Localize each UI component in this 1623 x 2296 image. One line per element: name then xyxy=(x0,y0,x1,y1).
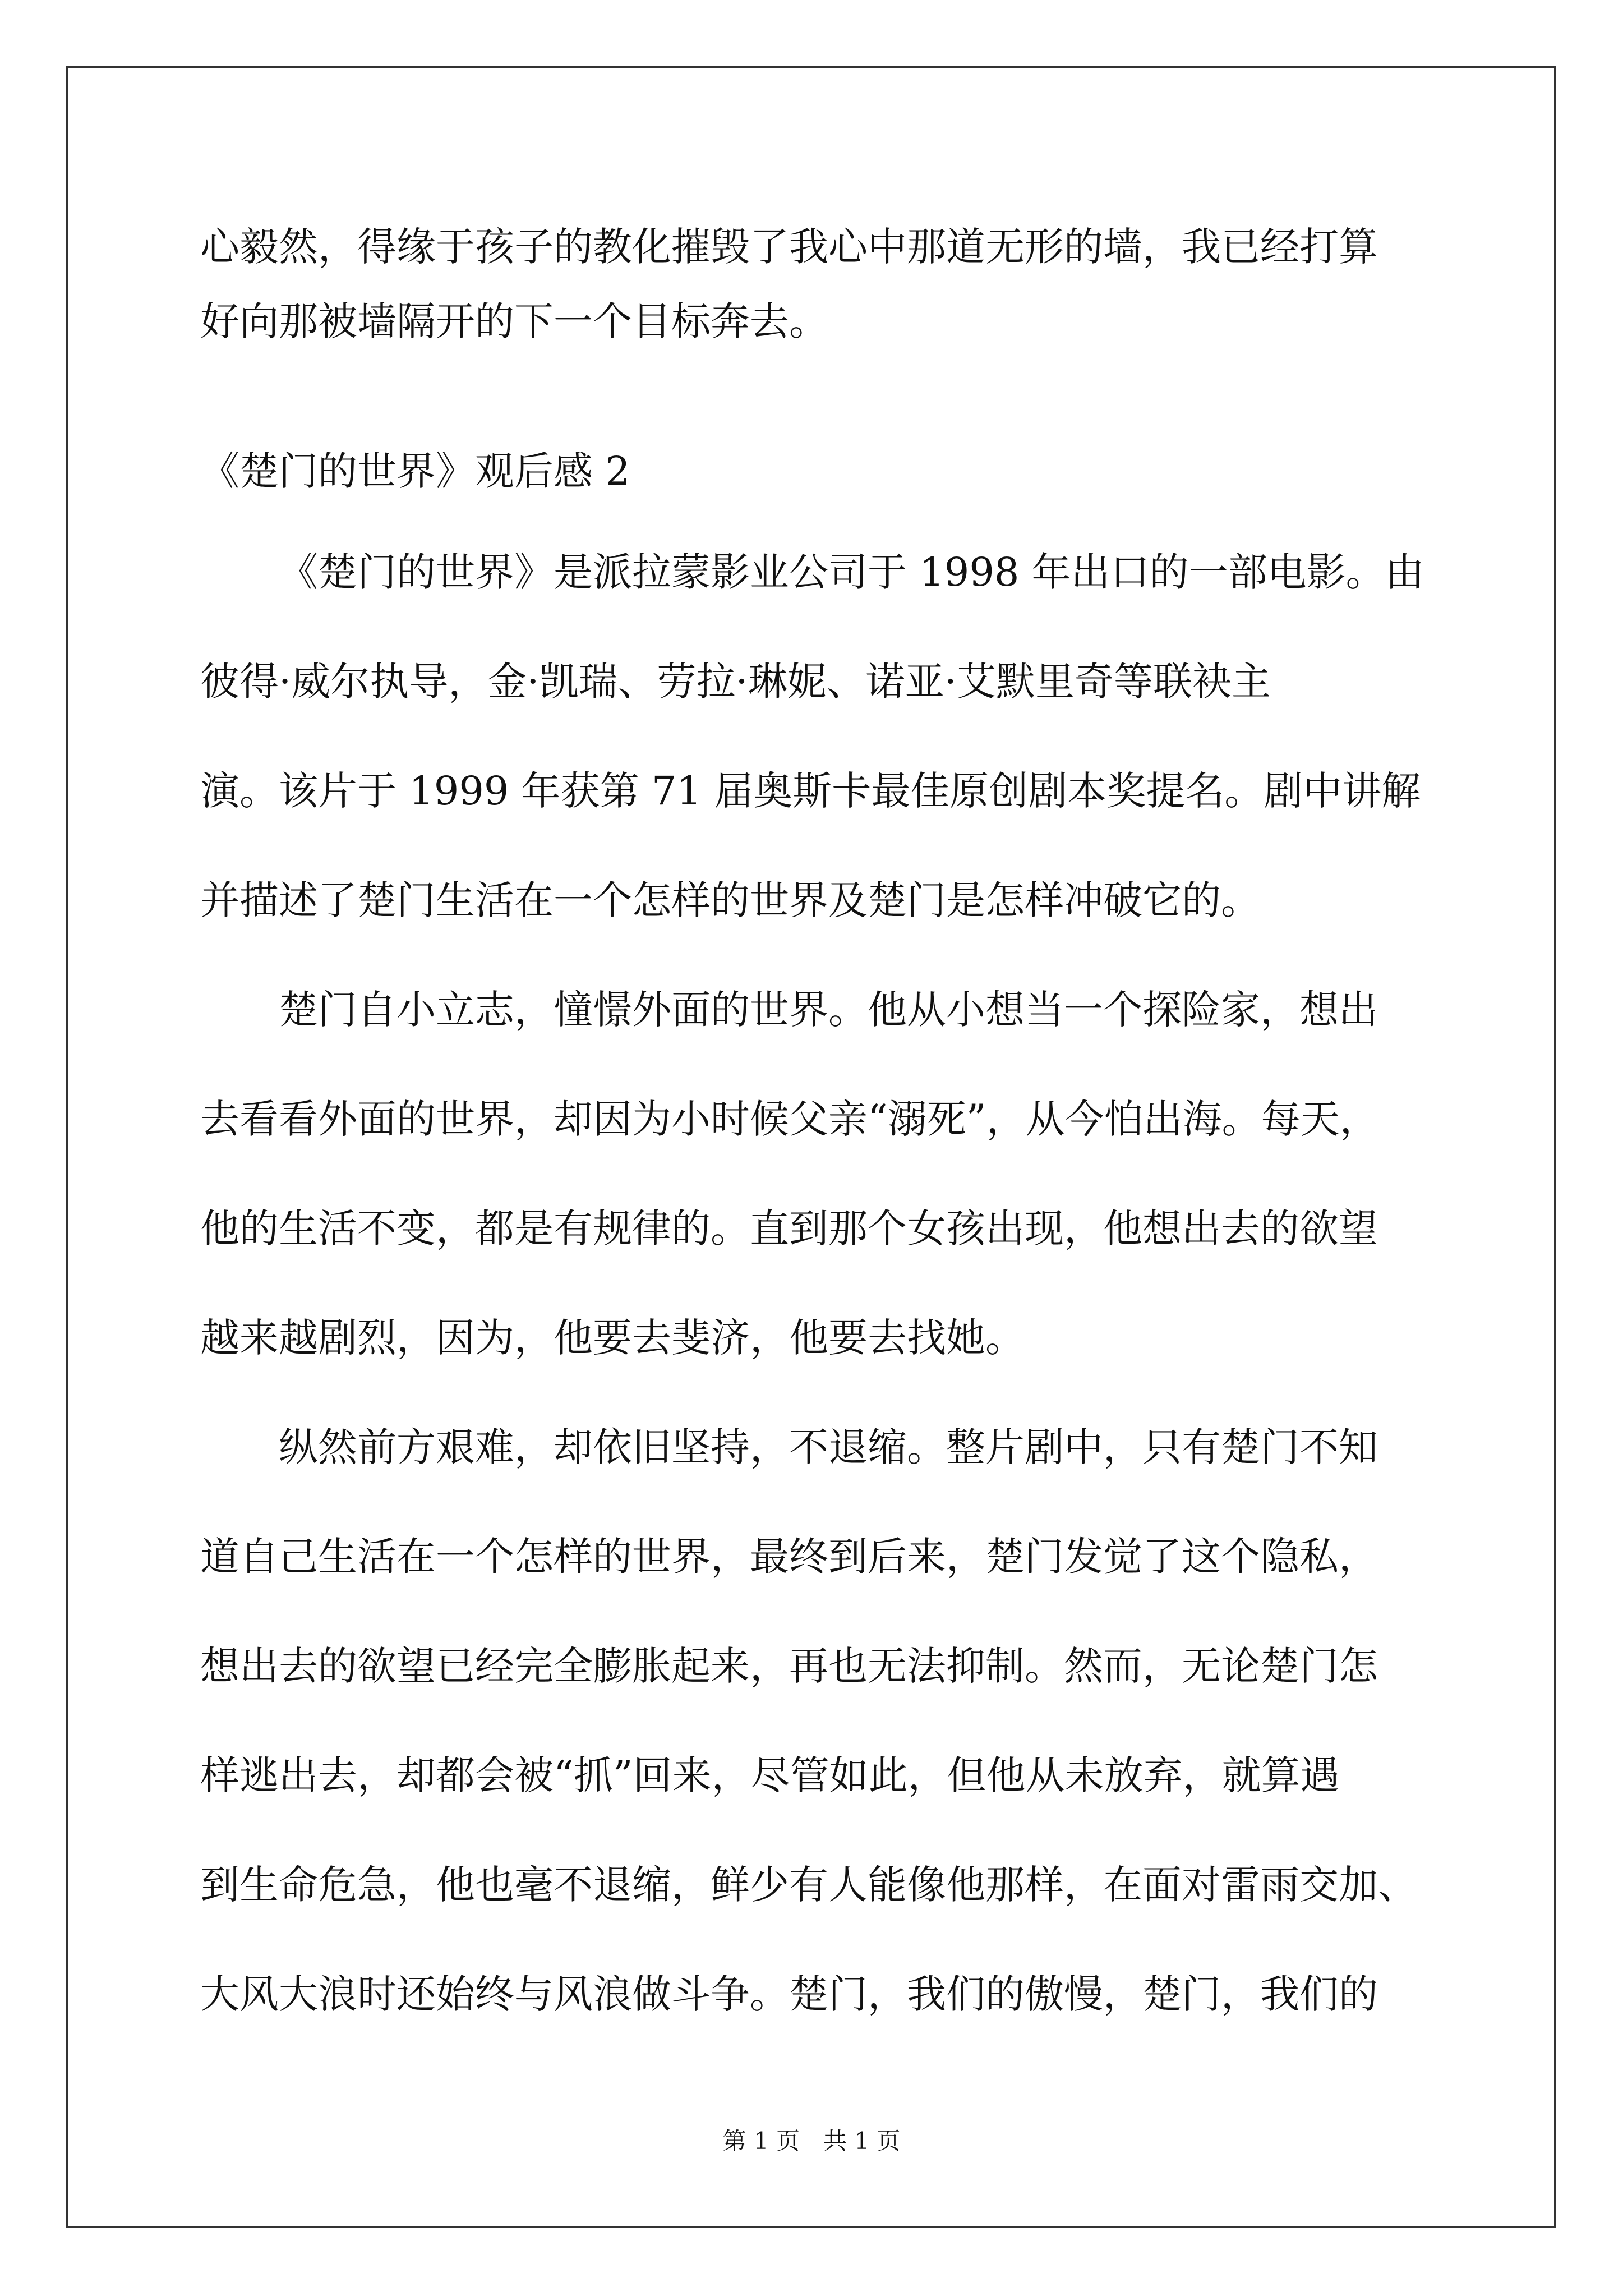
text-line: 去看看外面的世界，却因为小时候父亲“溺死”，从今怕出海。每天， xyxy=(200,1096,1379,1142)
text-line: 大风大浪时还始终与风浪做斗争。楚门，我们的傲慢，楚门，我们的 xyxy=(200,1971,1378,2017)
text-line: 越来越剧烈，因为，他要去斐济，他要去找她。 xyxy=(200,1315,1025,1361)
text-line: 纵然前方艰难，却依旧坚持，不退缩。整片剧中，只有楚门不知 xyxy=(279,1424,1378,1470)
text-line: 心毅然，得缘于孩子的教化摧毁了我心中那道无形的墙，我已经打算 xyxy=(200,224,1378,270)
section-heading: 《楚门的世界》观后感 2 xyxy=(200,448,630,494)
text-line: 道自己生活在一个怎样的世界，最终到后来，楚门发觉了这个隐私， xyxy=(200,1534,1378,1580)
text-line: 到生命危急，他也毫不退缩，鲜少有人能像他那样，在面对雷雨交加、 xyxy=(200,1862,1417,1908)
text-line: 好向那被墙隔开的下一个目标奔去。 xyxy=(200,298,828,344)
text-line: 彼得·威尔执导，金·凯瑞、劳拉·琳妮、诺亚·艾默里奇等联袂主 xyxy=(200,659,1271,705)
text-line: 并描述了楚门生活在一个怎样的世界及楚门是怎样冲破它的。 xyxy=(200,877,1260,923)
text-line: 他的生活不变，都是有规律的。直到那个女孩出现，他想出去的欲望 xyxy=(200,1205,1378,1251)
text-line: 演。该片于 1999 年获第 71 届奥斯卡最佳原创剧本奖提名。剧中讲解 xyxy=(200,768,1421,814)
text-line: 想出去的欲望已经完全膨胀起来，再也无法抑制。然而，无论楚门怎 xyxy=(200,1643,1378,1689)
text-line: 样逃出去，却都会被“抓”回来，尽管如此，但他从未放弃，就算遇 xyxy=(200,1752,1340,1798)
text-line: 《楚门的世界》是派拉蒙影业公司于 1998 年出口的一部电影。由 xyxy=(279,549,1424,595)
text-line: 楚门自小立志，憧憬外面的世界。他从小想当一个探险家，想出 xyxy=(279,987,1378,1033)
page-footer: 第 1 页 共 1 页 xyxy=(722,2127,901,2155)
